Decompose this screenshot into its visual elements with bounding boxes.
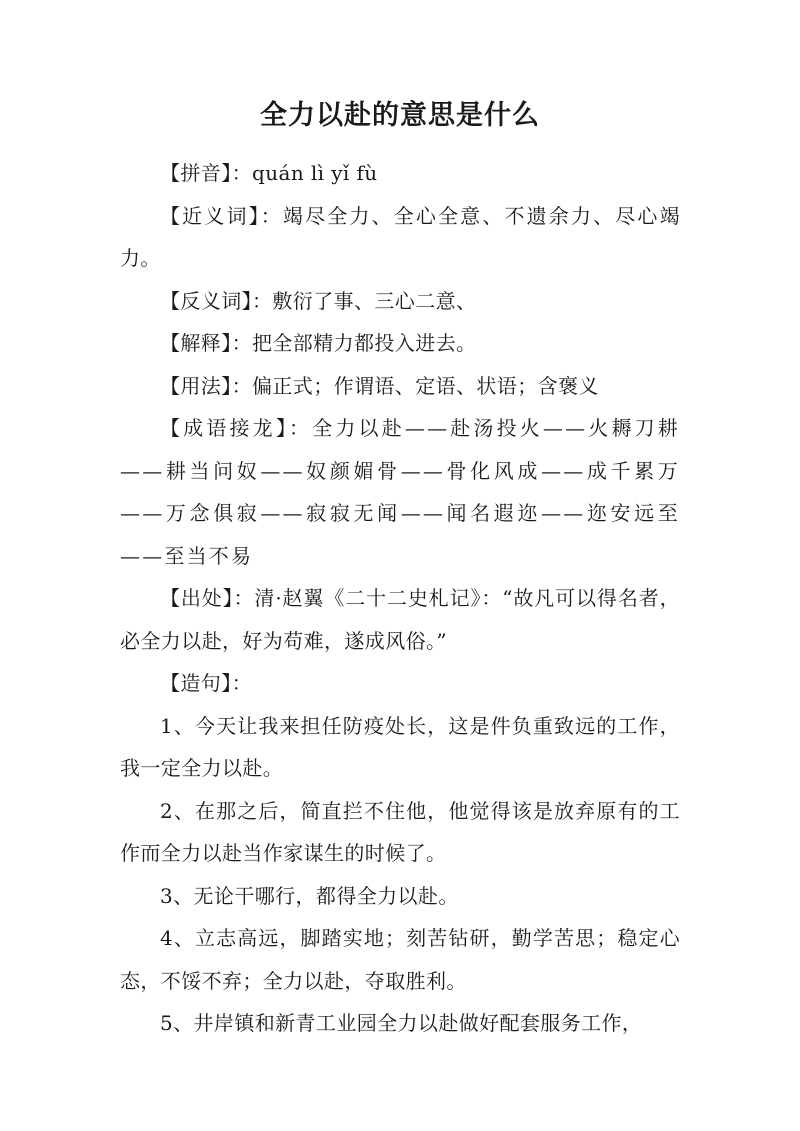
paragraph-label: 【反义词】 bbox=[160, 288, 252, 313]
paragraph-label: 【解释】 bbox=[160, 331, 232, 355]
paragraph-example-4 bbox=[120, 917, 680, 1002]
paragraph-text: 3、无论干哪行，都得全力以赴。 bbox=[160, 883, 459, 908]
paragraph-examples-heading bbox=[120, 662, 680, 705]
paragraph-antonyms bbox=[120, 280, 680, 323]
paragraph-text: 4、立志高远，脚踏实地；刻苦钻研，勤学苦思；稳定心态，不馁不弃；全力以赴，夺取胜利。 bbox=[120, 926, 680, 993]
paragraph-label: 【造句】 bbox=[160, 671, 232, 695]
paragraph-example-3 bbox=[120, 875, 680, 918]
paragraph-label: 【用法】 bbox=[160, 373, 232, 398]
paragraph-label: 【近义词】 bbox=[160, 203, 261, 228]
paragraph-label: 【出处】 bbox=[160, 586, 234, 610]
document-title: 全力以赴的意思是什么 bbox=[260, 100, 540, 131]
paragraph-text: ：把全部精力都投入进去。 bbox=[231, 331, 477, 355]
paragraph-label: 【成语接龙】 bbox=[160, 416, 290, 440]
paragraph-text: ： bbox=[231, 671, 253, 695]
paragraph-text: ：清·赵翼《二十二史札记》：“故凡可以得名者，必全力以赴，好为苟难，遂成风俗。” bbox=[120, 586, 680, 653]
paragraph-example-5 bbox=[120, 1002, 680, 1045]
paragraph-text: ：偏正式；作谓语、定语、状语；含褒义 bbox=[231, 373, 599, 398]
paragraph-explanation bbox=[120, 322, 680, 365]
paragraph-text: ：竭尽全力、全心全意、不遗余力、尽心竭力。 bbox=[120, 203, 680, 270]
paragraph-synonyms bbox=[120, 195, 680, 280]
paragraph-idiom-chain bbox=[120, 407, 680, 577]
paragraph-text: 1、今天让我来担任防疫处长，这是件负重致远的工作，我一定全力以赴。 bbox=[120, 713, 680, 780]
paragraph-text: ：全力以赴——赴汤投火——火耨刀耕——耕当问奴——奴颜媚骨——骨化风成——成千累万——万念俱寂——寂寂无闻——闻名遐迩——迩安远至——至当不易 bbox=[120, 416, 681, 568]
paragraph-text: ：quán lì yǐ fù bbox=[231, 161, 378, 185]
paragraph-example-2 bbox=[120, 790, 680, 875]
paragraph-example-1 bbox=[120, 705, 680, 790]
paragraph-text: 5、井岸镇和新青工业园全力以赴做好配套服务工作， bbox=[160, 1011, 643, 1035]
paragraph-label: 【拼音】 bbox=[160, 161, 232, 185]
paragraph-text: 2、在那之后，简直拦不住他，他觉得该是放弃原有的工作而全力以赴当作家谋生的时候了。 bbox=[120, 798, 680, 865]
paragraph-text: ：敷衍了事、三心二意、 bbox=[252, 288, 477, 313]
paragraph-pinyin bbox=[120, 152, 680, 195]
document-body bbox=[120, 152, 680, 1045]
paragraph-usage bbox=[120, 365, 680, 408]
paragraph-source bbox=[120, 577, 680, 662]
